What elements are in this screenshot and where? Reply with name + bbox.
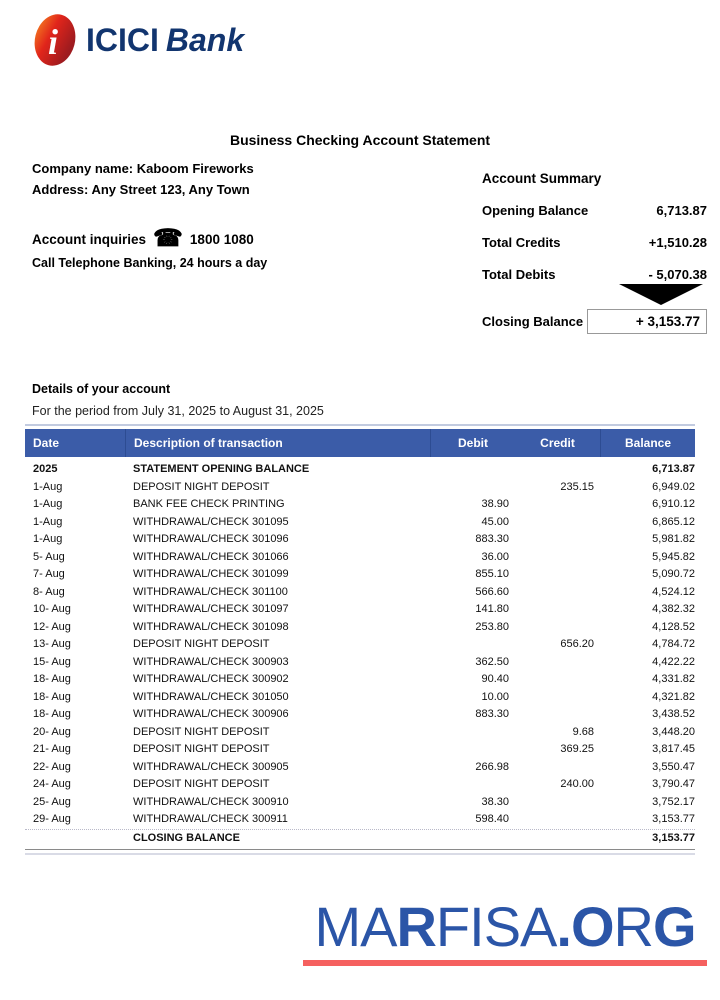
cell-debit: 253.80: [475, 620, 509, 633]
closing-balance-value: + 3,153.77: [587, 309, 707, 334]
cell-credit: 9.68: [572, 725, 594, 738]
cell-desc: WITHDRAWAL/CHECK 300905: [133, 760, 289, 773]
cell-credit: [515, 496, 600, 514]
cell-date: 24- Aug: [33, 778, 71, 790]
table-row: [25, 636, 695, 654]
cell-date: 25- Aug: [33, 795, 71, 808]
cell-date: 20- Aug: [33, 725, 71, 738]
cell-debit: 10.00: [481, 690, 509, 703]
account-inquiries: [32, 225, 254, 252]
column-header-description: Description of transaction: [125, 429, 430, 457]
table-row: [25, 496, 695, 514]
table-row: [25, 759, 695, 777]
cell-desc: WITHDRAWAL/CHECK 301066: [133, 550, 289, 563]
table-bottom-border: [25, 853, 695, 855]
cell-date: 18- Aug: [33, 708, 71, 720]
table-row: [25, 689, 695, 707]
cell-date: 12- Aug: [33, 620, 71, 633]
table-row: [25, 829, 695, 848]
cell-balance: 3,790.47: [652, 778, 695, 790]
total-debits-label: Total Debits: [482, 267, 556, 282]
wordmark-segment: O: [570, 895, 614, 958]
cell-desc: WITHDRAWAL/CHECK 300911: [133, 813, 288, 825]
cell-desc: WITHDRAWAL/CHECK 300910: [133, 795, 289, 808]
svg-text:i: i: [48, 22, 59, 62]
table-row: [25, 724, 695, 742]
cell-desc: CLOSING BALANCE: [133, 831, 240, 844]
cell-desc: WITHDRAWAL/CHECK 301098: [133, 620, 289, 633]
cell-debit: 141.80: [475, 603, 509, 615]
cell-debit: 36.00: [481, 550, 509, 563]
cell-balance: 4,128.52: [652, 620, 695, 633]
table-header-row: [25, 429, 695, 457]
cell-credit: [515, 514, 600, 532]
cell-debit: [430, 741, 515, 759]
table-row: [25, 549, 695, 567]
cell-date: 29- Aug: [33, 813, 71, 825]
table-row: [25, 776, 695, 794]
logo-text-icici: ICICI: [86, 22, 159, 58]
cell-desc: DEPOSIT NIGHT DEPOSIT: [133, 725, 270, 738]
cell-desc: STATEMENT OPENING BALANCE: [133, 463, 310, 475]
cell-debit: [430, 461, 515, 479]
cell-credit: [515, 566, 600, 584]
cell-debit: 38.30: [481, 795, 509, 808]
cell-debit: 45.00: [481, 515, 509, 528]
cell-date: 18- Aug: [33, 690, 71, 703]
table-row: [25, 706, 695, 724]
table-row: [25, 619, 695, 637]
wordmark-segment: FISA: [435, 895, 557, 958]
cell-credit: [515, 619, 600, 637]
table-row: [25, 584, 695, 602]
cell-desc: WITHDRAWAL/CHECK 301096: [133, 533, 289, 545]
logo-text-bank: Bank: [165, 22, 245, 58]
cell-debit: 38.90: [481, 498, 509, 510]
marfisa-wordmark: [295, 897, 715, 957]
total-debits-value: - 5,070.38: [648, 267, 707, 282]
cell-date: 8- Aug: [33, 585, 65, 598]
cell-credit: [515, 811, 600, 829]
telephone-icon: ☎: [153, 225, 183, 252]
table-row: [25, 566, 695, 584]
cell-balance: 4,524.12: [652, 585, 695, 598]
closing-balance-row: [482, 309, 707, 334]
cell-date: 21- Aug: [33, 743, 71, 755]
total-credits-label: Total Credits: [482, 235, 561, 250]
cell-desc: WITHDRAWAL/CHECK 300906: [133, 708, 289, 720]
cell-credit: [515, 549, 600, 567]
account-summary: [482, 171, 707, 299]
cell-balance: 4,382.32: [652, 603, 695, 615]
table-row: [25, 479, 695, 497]
cell-balance: 3,153.77: [652, 831, 695, 844]
cell-balance: 4,321.82: [652, 690, 695, 703]
table-row: [25, 531, 695, 549]
icici-bank-logo: [30, 12, 244, 68]
cell-debit: 883.30: [475, 708, 509, 720]
wordmark-segment: .: [556, 895, 571, 958]
cell-debit: [430, 776, 515, 794]
column-header-credit: Credit: [540, 436, 575, 450]
cell-balance: 3,752.17: [652, 795, 695, 808]
cell-credit: 235.15: [560, 480, 594, 493]
wordmark-segment: R: [396, 895, 436, 958]
company-name: Company name: Kaboom Fireworks: [32, 161, 254, 176]
cell-balance: 6,910.12: [652, 498, 695, 510]
statement-title: Business Checking Account Statement: [229, 132, 491, 148]
table-top-border: [25, 424, 695, 426]
cell-desc: DEPOSIT NIGHT DEPOSIT: [133, 743, 270, 755]
cell-desc: WITHDRAWAL/CHECK 301099: [133, 568, 289, 580]
cell-credit: [515, 706, 600, 724]
table-row: [25, 461, 695, 479]
down-arrow-icon: [619, 284, 703, 305]
cell-balance: 3,153.77: [652, 813, 695, 825]
cell-credit: [515, 689, 600, 707]
table-body: [25, 457, 695, 850]
cell-credit: [515, 601, 600, 619]
column-header-date: Date: [33, 436, 60, 450]
closing-balance-label: Closing Balance: [482, 314, 584, 329]
cell-credit: 369.25: [560, 743, 594, 755]
cell-desc: DEPOSIT NIGHT DEPOSIT: [133, 480, 270, 493]
cell-debit: [430, 724, 515, 742]
cell-credit: [515, 461, 600, 479]
wordmark-segment: R: [613, 895, 653, 958]
cell-date: 1-Aug: [33, 480, 63, 493]
cell-balance: 3,817.45: [652, 743, 695, 755]
cell-desc: WITHDRAWAL/CHECK 301095: [133, 515, 289, 528]
cell-date: 22- Aug: [33, 760, 71, 773]
cell-credit: 656.20: [560, 638, 594, 650]
company-address: Address: Any Street 123, Any Town: [32, 182, 250, 197]
marfisa-footer: [295, 897, 715, 966]
cell-balance: 6,713.87: [652, 463, 695, 475]
table-row: [25, 671, 695, 689]
table-row: [25, 514, 695, 532]
company-block: [32, 158, 254, 200]
cell-balance: 3,448.20: [652, 725, 695, 738]
wordmark-underline: [303, 960, 707, 966]
statement-period: For the period from July 31, 2025 to August 31, 2025: [32, 404, 324, 418]
cell-desc: WITHDRAWAL/CHECK 300902: [133, 673, 289, 685]
cell-debit: 598.40: [475, 813, 509, 825]
table-row: [25, 794, 695, 812]
cell-balance: 6,949.02: [652, 480, 695, 493]
details-heading: Details of your account: [32, 382, 171, 396]
cell-balance: 3,438.52: [652, 708, 695, 720]
cell-credit: [515, 654, 600, 672]
cell-balance: 4,784.72: [652, 638, 695, 650]
cell-balance: 5,981.82: [652, 533, 695, 545]
cell-date: 2025: [33, 463, 58, 475]
cell-debit: 855.10: [475, 568, 509, 580]
column-header-balance: Balance: [600, 429, 695, 457]
cell-date: 13- Aug: [33, 638, 71, 650]
telephone-banking-note: Call Telephone Banking, 24 hours a day: [32, 256, 268, 270]
cell-date: 10- Aug: [33, 603, 71, 615]
opening-balance-label: Opening Balance: [482, 203, 589, 218]
table-row: [25, 741, 695, 759]
wordmark-segment: MA: [314, 895, 397, 958]
cell-credit: [515, 759, 600, 777]
cell-debit: 883.30: [475, 533, 509, 545]
cell-credit: [515, 584, 600, 602]
cell-desc: WITHDRAWAL/CHECK 300903: [133, 655, 289, 668]
cell-credit: 240.00: [560, 778, 594, 790]
cell-desc: WITHDRAWAL/CHECK 301097: [133, 603, 289, 615]
cell-debit: [430, 479, 515, 497]
inquiries-phone-number: 1800 1080: [189, 231, 254, 247]
cell-debit: 566.60: [475, 585, 509, 598]
cell-debit: [430, 636, 515, 654]
cell-date: 1-Aug: [33, 533, 63, 545]
cell-desc: DEPOSIT NIGHT DEPOSIT: [133, 638, 270, 650]
cell-debit: [430, 830, 515, 848]
cell-balance: 6,865.12: [652, 515, 695, 528]
cell-credit: [515, 830, 600, 848]
wordmark-segment: G: [652, 895, 696, 958]
cell-debit: 266.98: [475, 760, 509, 773]
account-summary-title: Account Summary: [482, 171, 602, 186]
inquiries-label: Account inquiries: [32, 231, 147, 247]
cell-balance: 4,422.22: [652, 655, 695, 668]
summary-row-opening: [482, 203, 707, 218]
cell-balance: 3,550.47: [652, 760, 695, 773]
icici-i-flame-icon: [30, 12, 80, 68]
cell-credit: [515, 671, 600, 689]
cell-date: 7- Aug: [33, 568, 65, 580]
table-row: [25, 601, 695, 619]
cell-desc: WITHDRAWAL/CHECK 301100: [133, 585, 288, 598]
cell-date: 1-Aug: [33, 498, 63, 510]
cell-balance: 5,945.82: [652, 550, 695, 563]
cell-credit: [515, 531, 600, 549]
cell-balance: 4,331.82: [652, 673, 695, 685]
cell-balance: 5,090.72: [652, 568, 695, 580]
cell-date: 1-Aug: [33, 515, 63, 528]
summary-row-debits: [482, 267, 707, 282]
cell-date: [25, 830, 125, 848]
cell-desc: BANK FEE CHECK PRINTING: [133, 498, 285, 510]
cell-credit: [515, 794, 600, 812]
cell-date: 15- Aug: [33, 655, 71, 668]
column-header-debit: Debit: [430, 429, 515, 457]
summary-row-credits: [482, 235, 707, 250]
transactions-table: [25, 424, 695, 855]
table-row: [25, 654, 695, 672]
logo-wordmark: [86, 12, 244, 68]
cell-debit: 362.50: [475, 655, 509, 668]
cell-debit: 90.40: [481, 673, 509, 685]
opening-balance-value: 6,713.87: [656, 203, 707, 218]
cell-desc: DEPOSIT NIGHT DEPOSIT: [133, 778, 270, 790]
table-row: [25, 811, 695, 829]
cell-desc: WITHDRAWAL/CHECK 301050: [133, 690, 289, 703]
cell-date: 18- Aug: [33, 673, 71, 685]
cell-date: 5- Aug: [33, 550, 65, 563]
total-credits-value: +1,510.28: [648, 235, 707, 250]
